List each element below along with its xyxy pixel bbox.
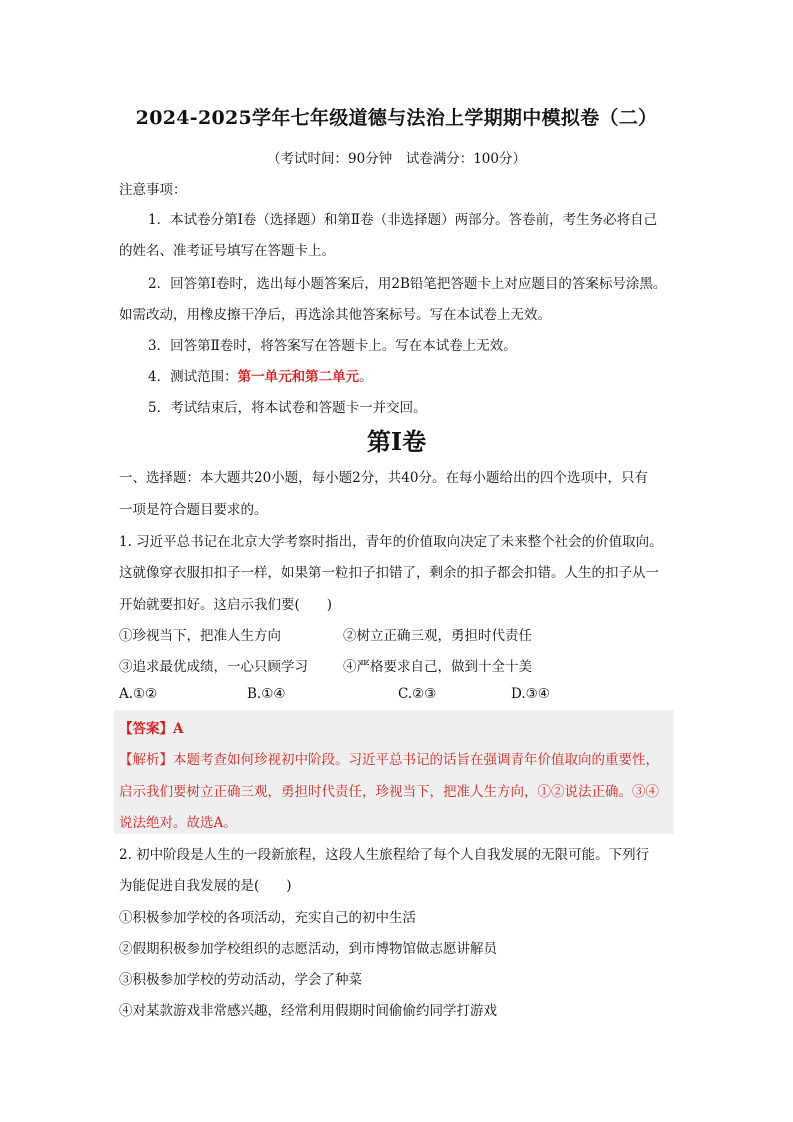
notice-1b: 的姓名、准考证号填写在答题卡上。 — [119, 243, 335, 259]
q1-choice-d: D.③④ — [511, 686, 550, 702]
q2-option-4: ④对某款游戏非常感兴趣，经常利用假期时间偷偷约同学打游戏 — [119, 1003, 497, 1019]
q1-analysis-1: 【解析】本题考查如何珍视初中阶段。习近平总书记的话旨在强调青年价值取向的重要性， — [119, 752, 659, 768]
q1-line2: 这就像穿衣服扣扣子一样，如果第一粒扣子扣错了，剩余的扣子都会扣错。人生的扣子从一 — [119, 565, 659, 581]
q2-option-1: ①积极参加学校的各项活动，充实自己的初中生活 — [119, 910, 416, 926]
q1-answer-box — [114, 710, 674, 834]
notice-4 — [148, 365, 708, 385]
exam-subtitle: （考试时间：90分钟 试卷满分：100分） — [267, 151, 526, 167]
q1-analysis-2: 启示我们要树立正确三观，勇担时代责任，珍视当下，把准人生方向，①②说法正确。③④ — [119, 784, 659, 800]
notice-2a: 2．回答第Ⅰ卷时，选出每小题答案后，用2B铅笔把答题卡上对应题目的答案标号涂黑。 — [148, 276, 667, 292]
section-title: 第Ⅰ卷 — [366, 427, 427, 456]
q2-line1: 2. 初中阶段是人生的一段新旅程，这段人生旅程给了每个人自我发展的无限可能。下列行 — [119, 847, 650, 863]
q1-analysis-3: 说法绝对。故选A。 — [119, 815, 237, 831]
test-scope: 第一单元和第二单元 — [237, 369, 360, 385]
notice-1a: 1．本试卷分第Ⅰ卷（选择题）和第Ⅱ卷（非选择题）两部分。答卷前，考生务必将自己 — [148, 212, 658, 228]
q1-choice-c: C.②③ — [398, 686, 437, 702]
q2-option-3: ③积极参加学校的劳动活动，学会了种菜 — [119, 972, 362, 988]
notice-heading: 注意事项： — [119, 182, 187, 198]
q1-option-1: ①珍视当下，把准人生方向 — [119, 628, 281, 644]
q1-option-4: ④严格要求自己，做到十全十美 — [343, 659, 532, 675]
q1-choice-a: A.①② — [119, 686, 158, 702]
q1-answer: 【答案】A — [119, 721, 184, 737]
q1-option-2: ②树立正确三观，勇担时代责任 — [343, 628, 532, 644]
part-intro-b: 一项是符合题目要求的。 — [119, 502, 268, 518]
notice-2b: 如需改动，用橡皮擦干净后，再选涂其他答案标号。写在本试卷上无效。 — [119, 307, 551, 323]
notice-4-suffix: 。 — [359, 369, 373, 385]
q2-line2: 为能促进自我发展的是( ) — [119, 878, 292, 894]
q1-option-3: ③追求最优成绩，一心只顾学习 — [119, 659, 308, 675]
notice-5: 5．考试结束后，将本试卷和答题卡一并交回。 — [148, 400, 427, 416]
q1-line1: 1. 习近平总书记在北京大学考察时指出，青年的价值取向决定了未来整个社会的价值取向。 — [119, 534, 663, 550]
exam-title: 2024-2025学年七年级道德与法治上学期期中模拟卷（二） — [135, 107, 658, 129]
part-intro-a: 一、选择题：本大题共20小题，每小题2分，共40分。在每小题给出的四个选项中，只有 — [119, 470, 648, 486]
notice-3: 3．回答第Ⅱ卷时，将答案写在答题卡上。写在本试卷上无效。 — [148, 338, 517, 354]
notice-4-prefix: 4．测试范围： — [148, 369, 238, 385]
q1-line3: 开始就要扣好。这启示我们要( ) — [119, 597, 333, 613]
q1-choice-b: B.①④ — [247, 686, 286, 702]
q2-option-2: ②假期积极参加学校组织的志愿活动，到市博物馆做志愿讲解员 — [119, 941, 497, 957]
